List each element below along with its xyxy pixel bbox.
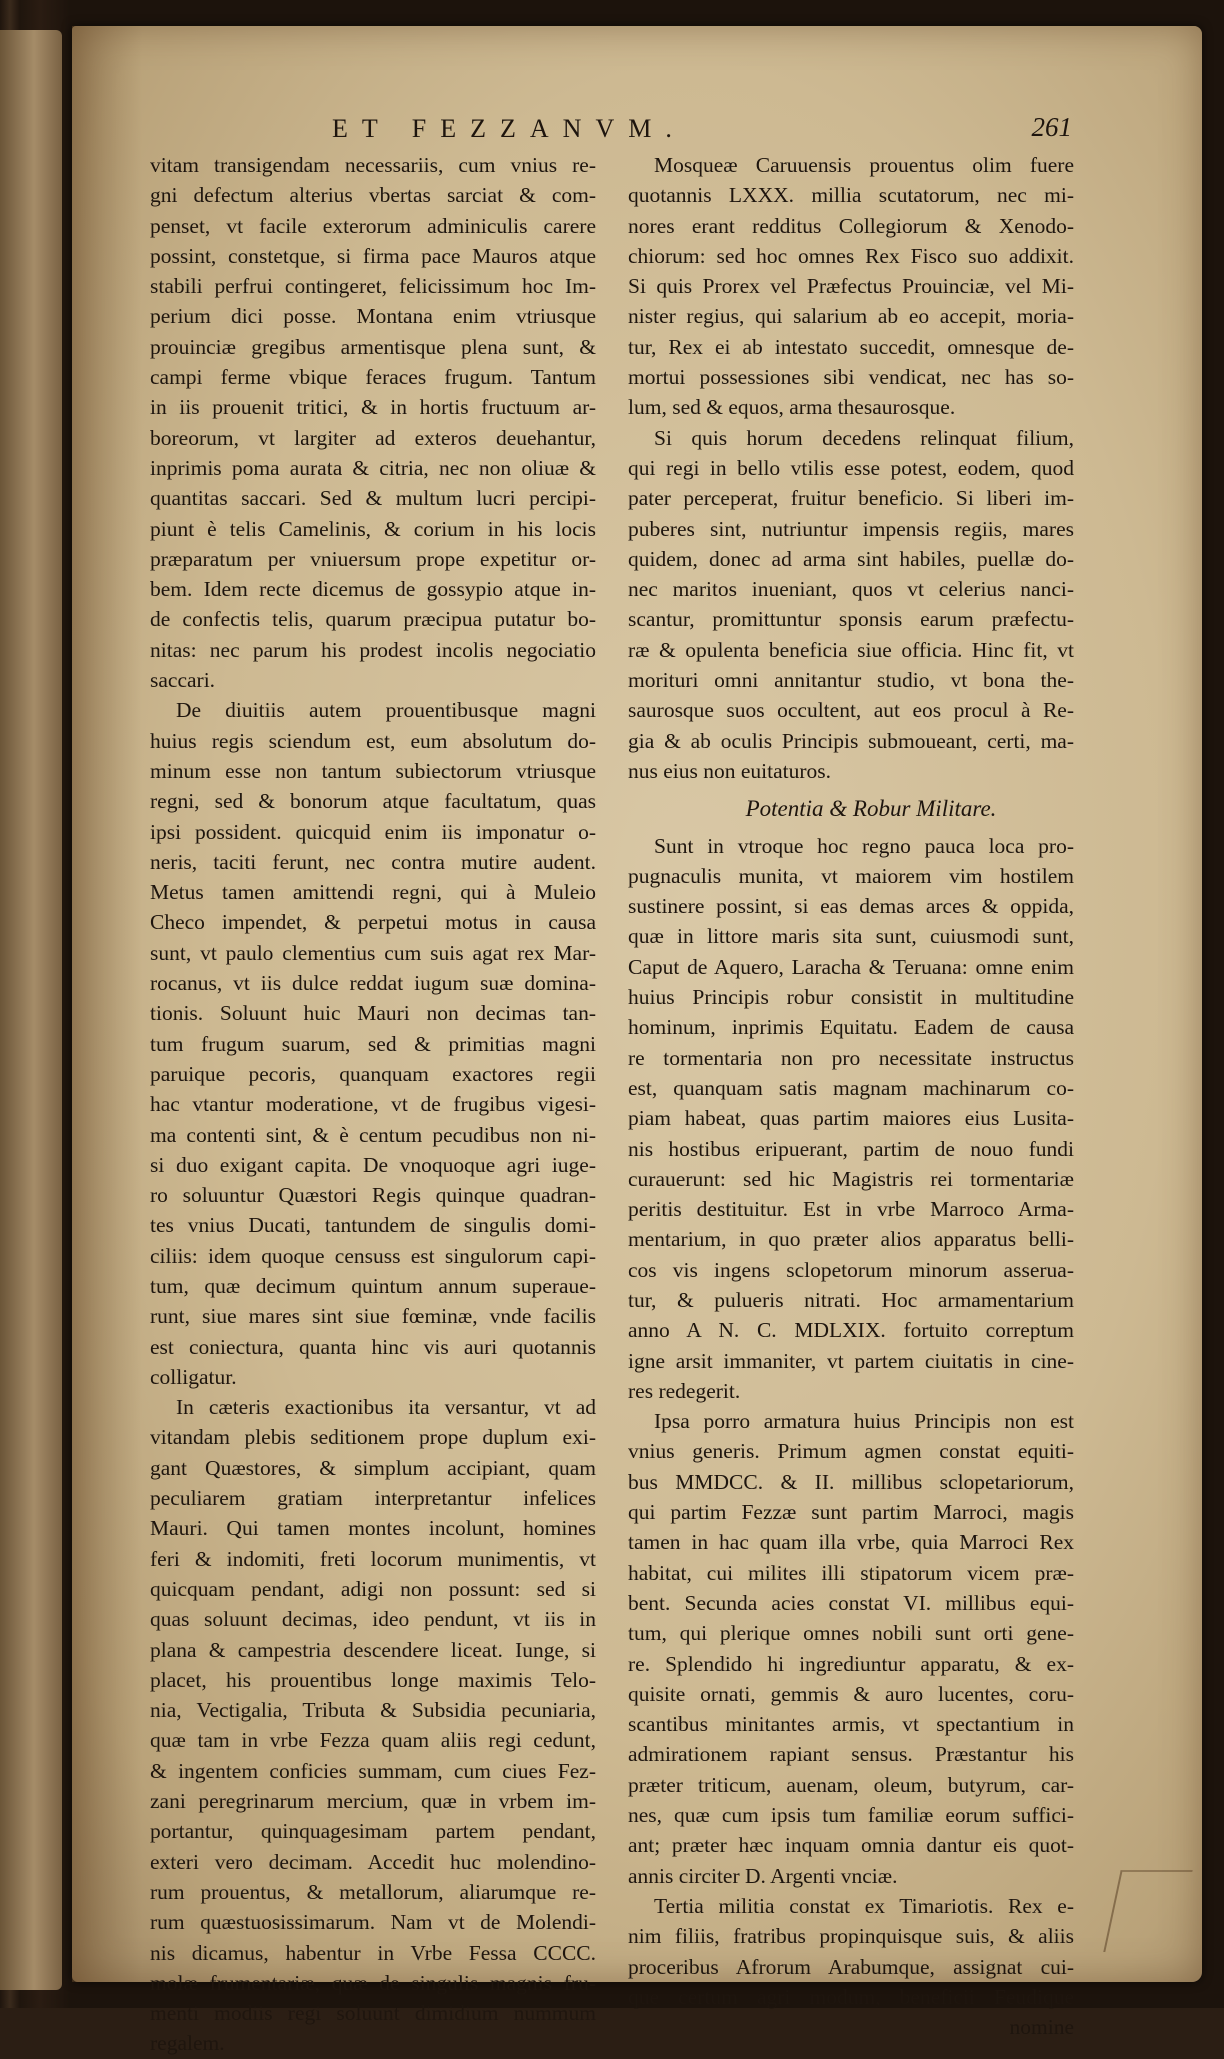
text-line: admirationem rapiant sensus. Præstantur his (628, 1742, 1074, 1767)
text-line: gant Quæstores, & simplum accipiant, quam (150, 1455, 596, 1480)
text-line: perium dici posse. Montana enim vtriusque (150, 304, 596, 329)
text-line: Mauri. Qui tamen montes incolunt, homines (150, 1516, 596, 1541)
text-line: qui partim Fezzæ sunt partim Marroci, magis (628, 1500, 1074, 1525)
right-column-top-text (628, 150, 1074, 786)
text-line: ma contenti sint, & è centum pecudibus non ni- (150, 1122, 596, 1147)
text-line: Ipsa porro armatura huius Principis non est (654, 1409, 1074, 1434)
text-line: puberes sint, nutriuntur impensis regiis, mares (628, 516, 1074, 541)
text-line: morituri omni annitantur studio, vt bona the- (628, 668, 1074, 693)
text-line: de confectis telis, quarum præcipua putatur bo- (150, 607, 596, 632)
text-line: tum, qui plerique omnes nobili sunt orti gene- (628, 1621, 1074, 1646)
text-line: scantur, promittuntur sponsis earum præfectu- (628, 607, 1074, 632)
text-line: boreorum, vt largiter ad exteros deuehantur, (150, 425, 596, 450)
text-line: quotannis LXXX. millia scutatorum, nec mi- (628, 183, 1074, 208)
text-line: re tormentaria non pro necessitate instructus (628, 1045, 1074, 1070)
text-line: molæ frumentariæ, quæ de singulis magnis fru- (150, 1970, 596, 1995)
text-line: nus eius non euitaturos. (628, 758, 832, 783)
text-line: tum, quæ decimum quintum annum superaue- (150, 1273, 596, 1298)
text-line: re. Splendido hi ingrediuntur apparatu, & ex- (628, 1651, 1074, 1676)
text-line: nia, Vectigalia, Tributa & Subsidia pecuniaria, (150, 1698, 596, 1723)
text-line: colligatur. (150, 1364, 237, 1389)
text-line: in iis prouenit tritici, & in hortis fructuum ar- (150, 395, 596, 420)
text-line: habitat, cui milites illi stipatorum vicem præ- (628, 1560, 1074, 1585)
text-line: huius regis sciendum est, eum absolutum do- (150, 728, 596, 753)
text-line: Si quis horum decedens relinquat filium, (654, 425, 1074, 450)
text-line: præparatum per vniuersum prope expetitur or- (150, 546, 596, 571)
text-line: res redegerit. (628, 1378, 741, 1403)
page-number: 261 (1031, 112, 1072, 142)
text-line: gia & ab oculis Principis submoueant, certi, ma- (628, 728, 1074, 753)
text-line: campi ferme vbique feraces frugum. Tantum (150, 365, 596, 390)
text-line: scantibus minitantes armis, vt spectantium in (628, 1712, 1074, 1737)
text-line: quidem, donec ad arma sint habiles, puellæ do- (628, 546, 1074, 571)
text-line: penset, vt facile exterorum adminiculis carere (150, 213, 596, 238)
text-line: stabili perfrui contingeret, felicissimum hoc Im- (150, 274, 596, 299)
text-line: vitam transigendam necessariis, cum vnius re- (150, 153, 596, 177)
text-line: plana & campestria descendere liceat. Iunge, si (150, 1637, 596, 1662)
text-line: portantur, quinquagesimam partem pendant, (150, 1819, 596, 1844)
text-line: lum, sed & equos, arma thesaurosque. (628, 395, 956, 420)
text-line: saccari. (150, 668, 216, 693)
text-line: bus MMDCC. & II. millibus sclopetariorum, (628, 1469, 1074, 1494)
text-line: nores erant redditus Collegiorum & Xenodo- (628, 213, 1074, 238)
text-line: rum quæstuosissimarum. Nam vt de Molendi- (150, 1910, 596, 1935)
text-line: mortui possessiones sibi vendicat, nec has so- (628, 365, 1074, 390)
text-line: sunt, vt paulo clementius cum suis agat rex Mar- (150, 940, 596, 965)
text-line: ant; præter hæc inquam omnia dantur eis quot- (628, 1833, 1074, 1858)
text-line: nes, quæ cum ipsis tum familiæ eorum suffici- (628, 1803, 1074, 1828)
text-line: nister regius, qui salarium ab eo accepit, moria- (628, 304, 1074, 329)
text-line: tamen in hac quam illa vrbe, quia Marroci Rex (628, 1530, 1074, 1555)
text-line: quicquam pendant, adigi non possunt: sed si (150, 1576, 596, 1601)
right-column (628, 150, 1074, 2042)
text-line: curauerunt: sed hic Magistris rei tormentariæ (628, 1166, 1074, 1191)
text-line: qui regi in bello vtilis esse potest, eodem, quod (628, 455, 1074, 480)
text-line: placet, his prouentibus longe maximis Telo- (150, 1667, 596, 1692)
text-line: igne arsit immaniter, vt partem ciuitatis in cine- (628, 1348, 1074, 1373)
text-line: prouinciæ gregibus armentisque plena sunt, & (150, 334, 596, 359)
text-line: tum frugum suarum, sed & primitias magni (150, 1031, 596, 1056)
text-line: ræ & opulenta beneficia siue officia. Hinc fit, vt (628, 637, 1074, 662)
text-line: ciliis: idem quoque censuss est singulorum capi- (150, 1243, 596, 1268)
text-line: piam habeat, quas partim maiores eius Lusita- (628, 1106, 1074, 1131)
text-line: regni, sed & bonorum atque facultatum, quas (150, 789, 596, 814)
text-line: Checo impendet, & perpetui motus in causa (150, 910, 596, 935)
text-line: & ingentem conficies summam, cum ciues Fez- (150, 1758, 596, 1783)
text-line: tur, & pulueris nitrati. Hoc armamentarium (628, 1287, 1074, 1312)
text-line: hominum, inprimis Equitatu. Eadem de causa (628, 1015, 1074, 1040)
text-line: pugnaculis munita, vt maiorem vim hostilem (628, 863, 1074, 888)
text-line: Metus tamen amittendi regni, qui à Muleio (150, 880, 596, 905)
text-line: vnius generis. Primum agmen constat equiti- (628, 1439, 1074, 1464)
gutter-shadow (72, 26, 142, 1982)
text-line: sustinere possint, si eas demas arces & oppida, (628, 894, 1074, 919)
text-line: quæ in littore maris sita sunt, cuiusmodi sunt, (628, 924, 1074, 949)
previous-page-edge (0, 30, 62, 1990)
text-line: saurosque suos occultent, aut eos procul à Re- (628, 698, 1074, 723)
book-page (72, 26, 1202, 2056)
text-line: Mosqueæ Caruuensis prouentus olim fuere (654, 153, 1074, 177)
text-line: Sunt in vtroque hoc regno pauca loca pro- (654, 833, 1074, 858)
text-line: peritis destituitur. Est in vrbe Marroco Arma- (628, 1197, 1074, 1222)
text-line: præter triticum, auenam, oleum, butyrum, car- (628, 1772, 1074, 1797)
text-line: bem. Idem recte dicemus de gossypio atque in- (150, 577, 596, 602)
text-line: est coniectura, quanta hinc vis auri quotannis (150, 1334, 596, 1359)
text-line: anno A N. C. MDLXIX. fortuito correptum (628, 1318, 1074, 1343)
text-line: tes vnius Ducati, tantundem de singulis domi- (150, 1213, 596, 1238)
text-line: Si quis Prorex vel Præfectus Prouinciæ, vel Mi- (628, 274, 1074, 299)
text-line: peculiarem gratiam interpretantur infelices (150, 1486, 596, 1511)
text-line: paruique pecoris, quanquam exactores regii (150, 1061, 596, 1086)
right-column-bottom-text (628, 831, 1074, 2043)
text-line: rocanus, vt iis dulce reddat iugum suæ domina- (150, 971, 596, 996)
text-line: tionis. Soluunt huic Mauri non decimas tan- (150, 1001, 596, 1026)
text-line: nomine (1009, 2015, 1074, 2040)
text-line: huius Principis robur consistit in multitudine (628, 985, 1074, 1010)
text-line: si duo exigant capita. De vnoquoque agri iuge- (150, 1152, 596, 1177)
text-line: De diuitiis autem prouentibusque magni (176, 698, 596, 723)
text-line: ipsi possident. quicquid enim iis imponatur o- (150, 819, 596, 844)
text-line: nitas: nec parum his prodest incolis negociatio (150, 637, 596, 662)
text-line: Tertia militia constat ex Timariotis. Rex e- (654, 1893, 1074, 1918)
text-line: runt, siue mares sint siue fœminæ, vnde facilis (150, 1304, 596, 1329)
text-line: hac vtantur moderatione, vt de frugibus vigesi- (150, 1092, 596, 1117)
left-column (150, 150, 596, 2059)
text-line: annis circiter D. Argenti vnciæ. (628, 1863, 898, 1888)
text-line: tur, Rex ei ab intestato succedit, omnesque de- (628, 334, 1074, 359)
text-line: quas soluunt decimas, ideo pendunt, vt iis in (150, 1607, 596, 1632)
text-line: quisite ornati, gemmis & auro lucentes, coru- (628, 1681, 1074, 1706)
text-line: possint, constetque, si firma pace Mauros atque (150, 243, 596, 268)
text-line: menti modiis regi soluunt dimidium nummum (150, 2001, 596, 2026)
text-line: gni defectum alterius vbertas sarciat & com- (150, 183, 596, 208)
text-line: regalem. (150, 2031, 225, 2056)
text-line: est, quanquam satis magnam machinarum co- (628, 1075, 1074, 1100)
text-line: zani peregrinarum mercium, quæ in vrbem im- (150, 1789, 596, 1814)
text-line: nis dicamus, habentur in Vrbe Fessa CCCC. (150, 1940, 596, 1965)
running-head: ET FEZZANVM. (332, 114, 686, 143)
text-line: chiorum: sed hoc omnes Rex Fisco suo addixit. (628, 243, 1074, 268)
text-line: cos vis ingens sclopetorum minorum asserua- (628, 1257, 1074, 1282)
text-line: neris, taciti ferunt, nec contra mutire audent. (150, 849, 596, 874)
text-line: minum esse non tantum subiectorum vtriusque (150, 758, 596, 783)
text-line: bent. Secunda acies constat VI. millibus equi- (628, 1590, 1074, 1615)
text-line: nec maritos inueniant, quos vt celerius nanci- (628, 577, 1074, 602)
text-line: nim filiis, fratribus propinquisque suis, & aliis (628, 1924, 1074, 1949)
text-line: feri & indomiti, freti locorum munimentis, vt (150, 1546, 596, 1571)
text-line: vitandam plebis seditionem prope duplum exi- (150, 1425, 596, 1450)
text-line: mentarium, in quo præter alios apparatus belli- (628, 1227, 1074, 1252)
text-line: ro soluuntur Quæstori Regis quinque quadran- (150, 1183, 596, 1208)
text-line: Caput de Aquero, Laracha & Teruana: omne enim (628, 954, 1074, 979)
text-line: nis hostibus eripuerant, partim de nouo fundi (628, 1136, 1074, 1161)
text-line: quæ tam in vrbe Fezza quam aliis regi cedunt, (150, 1728, 596, 1753)
text-line: proceribus Afrorum Arabumque, assignat cui- (628, 1954, 1074, 1979)
text-line: pater perceperat, fruitur beneficio. Si liberi im- (628, 486, 1074, 511)
text-line: inprimis poma aurata & citria, nec non oliuæ & (150, 455, 596, 480)
text-line: piunt è telis Camelinis, & corium in his locis (150, 516, 596, 541)
text-line: rum prouentus, & metallorum, aliarumque re- (150, 1879, 596, 1904)
text-line: quantitas saccari. Sed & multum lucri percipi- (150, 486, 596, 511)
page-corner-tear (1103, 1870, 1192, 1952)
text-line: In cæteris exactionibus ita versantur, vt ad (176, 1395, 596, 1420)
text-line: que certum agri modum, beneficii Feudique (628, 1984, 1074, 2009)
section-heading: Potentia & Robur Militare. (745, 796, 997, 822)
text-line: exteri vero decimam. Accedit huc molendino- (150, 1849, 596, 1874)
